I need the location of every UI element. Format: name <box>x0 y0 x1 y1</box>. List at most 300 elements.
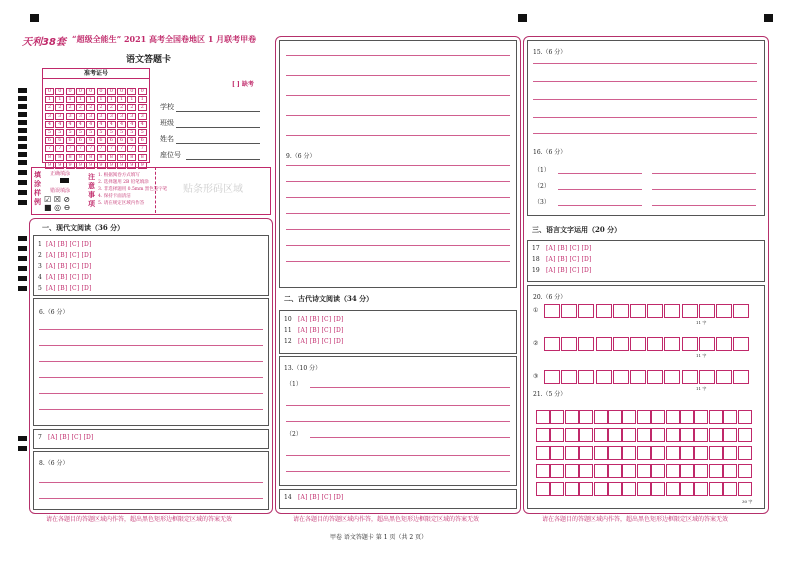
q7-options[interactable]: [A] [B] [C] [D] <box>48 434 94 441</box>
char-box[interactable] <box>666 446 680 460</box>
char-box[interactable] <box>637 446 651 460</box>
exam-digit-bubble[interactable]: 3 <box>117 113 126 120</box>
char-box[interactable] <box>637 464 651 478</box>
exam-digit-bubble[interactable]: 0 <box>86 88 95 95</box>
exam-digit-bubble[interactable]: 6 <box>138 137 147 144</box>
char-box[interactable] <box>733 304 749 318</box>
mc-options[interactable]: [A] [B] [C] [D] <box>298 338 344 345</box>
char-box[interactable] <box>680 482 694 496</box>
exam-digit-bubble[interactable]: 2 <box>107 104 116 111</box>
q21-label: 21.（5 分） <box>533 391 567 398</box>
exam-digit-bubble[interactable]: 6 <box>45 137 54 144</box>
char-box[interactable] <box>596 304 612 318</box>
exam-digit-bubble[interactable]: 7 <box>45 145 54 152</box>
char-box[interactable] <box>622 464 636 478</box>
exam-digit-bubble[interactable]: 7 <box>127 145 136 152</box>
name-field[interactable] <box>176 143 260 144</box>
exam-digit-bubble[interactable]: 9 <box>97 162 106 169</box>
exam-digit-bubble[interactable]: 5 <box>86 129 95 136</box>
char-box[interactable] <box>622 446 636 460</box>
timing-mark <box>18 104 27 109</box>
char-box[interactable] <box>579 446 593 460</box>
exam-digit-bubble[interactable]: 1 <box>138 96 147 103</box>
exam-digit-bubble[interactable]: 7 <box>76 145 85 152</box>
exam-digit-bubble[interactable]: 3 <box>127 113 136 120</box>
timing-mark <box>18 266 27 271</box>
exam-digit-bubble[interactable]: 8 <box>97 154 106 161</box>
note-item: 4. 保持卡面清洁 <box>98 194 131 199</box>
char-box[interactable] <box>699 337 715 351</box>
char-box[interactable] <box>723 410 737 424</box>
char-box[interactable] <box>699 304 715 318</box>
char-box[interactable] <box>682 304 698 318</box>
char-box[interactable] <box>550 446 564 460</box>
char-box[interactable] <box>680 446 694 460</box>
char-box[interactable] <box>709 410 723 424</box>
answer-line <box>286 421 510 422</box>
char-box[interactable] <box>622 428 636 442</box>
name-label: 姓名 <box>160 135 174 143</box>
mc-block-17-19 <box>527 240 765 282</box>
timing-mark <box>18 128 27 133</box>
q20-label: 20.（6 分） <box>533 294 567 301</box>
exam-digit-bubble[interactable]: 1 <box>66 96 75 103</box>
char-box[interactable] <box>594 482 608 496</box>
seat-field[interactable] <box>186 159 260 160</box>
char-box[interactable] <box>544 304 560 318</box>
exam-digit-bubble[interactable]: 0 <box>107 88 116 95</box>
class-field[interactable] <box>176 127 260 128</box>
char-box[interactable] <box>608 428 622 442</box>
note-item: 3. 非选择题用 0.5mm 黑色签字笔 <box>98 187 168 192</box>
exam-digit-bubble[interactable]: 4 <box>138 121 147 128</box>
exam-digit-bubble[interactable]: 7 <box>66 145 75 152</box>
exam-digit-bubble[interactable]: 0 <box>66 88 75 95</box>
mc-options[interactable]: [A] [B] [C] [D] <box>46 274 92 281</box>
q14-block <box>279 489 517 509</box>
exam-digit-bubble[interactable]: 6 <box>117 137 126 144</box>
exam-digit-bubble[interactable]: 9 <box>138 162 147 169</box>
exam-digit-bubble[interactable]: 1 <box>97 96 106 103</box>
char-box[interactable] <box>579 464 593 478</box>
char-box[interactable] <box>565 464 579 478</box>
char-box[interactable] <box>565 428 579 442</box>
exam-digit-bubble[interactable]: 1 <box>76 96 85 103</box>
char-box[interactable] <box>723 428 737 442</box>
char-count: 11 字 <box>696 353 707 358</box>
exam-digit-bubble[interactable]: 8 <box>127 154 136 161</box>
char-box[interactable] <box>594 464 608 478</box>
char-box[interactable] <box>536 428 550 442</box>
char-box[interactable] <box>579 428 593 442</box>
exam-digit-bubble[interactable]: 7 <box>55 145 64 152</box>
q6-label: 6.（6 分） <box>39 309 69 316</box>
exam-digit-bubble[interactable]: 0 <box>127 88 136 95</box>
q14-options[interactable]: [A] [B] [C] [D] <box>298 494 344 501</box>
exam-digit-bubble[interactable]: 0 <box>76 88 85 95</box>
char-box[interactable] <box>738 464 752 478</box>
char-box[interactable] <box>723 446 737 460</box>
exam-digit-bubble[interactable]: 6 <box>97 137 106 144</box>
char-box[interactable] <box>608 446 622 460</box>
char-box[interactable] <box>694 464 708 478</box>
char-box[interactable] <box>565 482 579 496</box>
answer-line <box>286 75 510 76</box>
answer-line <box>286 115 510 116</box>
exam-digit-bubble[interactable]: 4 <box>76 121 85 128</box>
char-box[interactable] <box>694 446 708 460</box>
exam-digit-bubble[interactable]: 6 <box>127 137 136 144</box>
exam-digit-bubble[interactable]: 3 <box>86 113 95 120</box>
char-box[interactable] <box>709 428 723 442</box>
char-box[interactable] <box>578 337 594 351</box>
school-field[interactable] <box>176 111 260 112</box>
char-box[interactable] <box>723 482 737 496</box>
answer-line <box>286 181 510 182</box>
exam-digit-bubble[interactable]: 8 <box>76 154 85 161</box>
answer-line <box>286 455 510 456</box>
timing-mark <box>18 144 27 149</box>
char-box[interactable] <box>594 446 608 460</box>
q20-21-answer-box[interactable] <box>527 285 765 509</box>
q20-row-marker: ② <box>533 340 539 347</box>
timing-mark <box>18 120 27 125</box>
exam-digit-bubble[interactable]: 6 <box>66 137 75 144</box>
exam-digit-bubble[interactable]: 3 <box>55 113 64 120</box>
note-item: 2. 选择题用 2B 铅笔填涂 <box>98 180 149 185</box>
q16-part3: （3） <box>534 199 550 206</box>
exam-digit-bubble[interactable]: 3 <box>66 113 75 120</box>
answer-line <box>286 55 510 56</box>
char-box[interactable] <box>664 304 680 318</box>
timing-mark <box>18 160 27 165</box>
char-box[interactable] <box>613 304 629 318</box>
char-box[interactable] <box>651 482 665 496</box>
char-box[interactable] <box>536 482 550 496</box>
mc-options[interactable]: [A] [B] [C] [D] <box>546 267 592 274</box>
char-box[interactable] <box>680 410 694 424</box>
exam-digit-bubble[interactable]: 1 <box>107 96 116 103</box>
char-box[interactable] <box>637 410 651 424</box>
q15-label: 15.（6 分） <box>533 49 567 56</box>
exam-digit-bubble[interactable]: 4 <box>107 121 116 128</box>
char-box[interactable] <box>723 464 737 478</box>
exam-digit-bubble[interactable]: 6 <box>76 137 85 144</box>
answer-line <box>286 135 510 136</box>
exam-digit-bubble[interactable]: 9 <box>66 162 75 169</box>
char-box[interactable] <box>561 337 577 351</box>
exam-digit-bubble[interactable]: 8 <box>66 154 75 161</box>
exam-digit-bubble[interactable]: 3 <box>107 113 116 120</box>
char-box[interactable] <box>550 410 564 424</box>
char-box[interactable] <box>694 482 708 496</box>
exam-digit-bubble[interactable]: 8 <box>107 154 116 161</box>
exam-digit-bubble[interactable]: 3 <box>45 113 54 120</box>
exam-digit-bubble[interactable]: 8 <box>138 154 147 161</box>
char-box[interactable] <box>716 337 732 351</box>
mc-options[interactable]: [A] [B] [C] [D] <box>46 252 92 259</box>
exam-digit-bubble[interactable]: 0 <box>55 88 64 95</box>
exam-digit-bubble[interactable]: 9 <box>55 162 64 169</box>
mc-options[interactable]: [A] [B] [C] [D] <box>546 245 592 252</box>
corner-marker-mid <box>518 14 527 22</box>
char-box[interactable] <box>578 370 594 384</box>
timing-mark <box>18 190 27 195</box>
char-box[interactable] <box>651 446 665 460</box>
exam-digit-bubble[interactable]: 0 <box>138 88 147 95</box>
char-box[interactable] <box>630 304 646 318</box>
exam-digit-bubble[interactable]: 8 <box>117 154 126 161</box>
exam-digit-bubble[interactable]: 0 <box>45 88 54 95</box>
char-box[interactable] <box>680 464 694 478</box>
char-box[interactable] <box>536 446 550 460</box>
mc-options[interactable]: [A] [B] [C] [D] <box>298 327 344 334</box>
answer-line <box>286 261 510 262</box>
q9-answer-box[interactable] <box>279 40 517 288</box>
timing-mark <box>18 170 27 175</box>
char-box[interactable] <box>647 304 663 318</box>
char-box[interactable] <box>550 482 564 496</box>
timing-mark <box>18 446 27 451</box>
timing-mark <box>18 286 27 291</box>
exam-digit-bubble[interactable]: 1 <box>55 96 64 103</box>
char-box[interactable] <box>680 428 694 442</box>
char-box[interactable] <box>608 482 622 496</box>
exam-digit-bubble[interactable]: 7 <box>97 145 106 152</box>
mc-question-number: 12 <box>284 338 292 345</box>
char-box[interactable] <box>608 464 622 478</box>
char-box[interactable] <box>733 337 749 351</box>
q16-part1: （1） <box>534 167 550 174</box>
char-box[interactable] <box>637 482 651 496</box>
answer-line <box>286 213 510 214</box>
char-box[interactable] <box>647 370 663 384</box>
exam-digit-bubble[interactable]: 9 <box>107 162 116 169</box>
char-box[interactable] <box>738 446 752 460</box>
corner-marker-left <box>30 14 39 22</box>
exam-digit-bubble[interactable]: 9 <box>127 162 136 169</box>
exam-digit-bubble[interactable]: 2 <box>45 104 54 111</box>
exam-digit-bubble[interactable]: 9 <box>76 162 85 169</box>
absent-checkbox[interactable]: [ ] 缺考 <box>232 81 254 88</box>
mc-options[interactable]: [A] [B] [C] [D] <box>46 241 92 248</box>
char-box[interactable] <box>622 410 636 424</box>
char-box[interactable] <box>651 428 665 442</box>
q16-label: 16.（6 分） <box>533 149 567 156</box>
char-box[interactable] <box>666 428 680 442</box>
q6-answer-box[interactable] <box>33 298 269 426</box>
exam-digit-bubble[interactable]: 5 <box>66 129 75 136</box>
q8-answer-box[interactable] <box>33 451 269 510</box>
exam-digit-bubble[interactable]: 1 <box>86 96 95 103</box>
char-box[interactable] <box>666 482 680 496</box>
char-box[interactable] <box>738 410 752 424</box>
char-box[interactable] <box>594 428 608 442</box>
exam-digit-bubble[interactable]: 5 <box>127 129 136 136</box>
answer-line <box>39 498 263 499</box>
answer-line <box>310 437 510 438</box>
char-box[interactable] <box>613 370 629 384</box>
exam-digit-bubble[interactable]: 8 <box>86 154 95 161</box>
exam-digit-bubble[interactable]: 8 <box>45 154 54 161</box>
char-box[interactable] <box>709 446 723 460</box>
timing-mark <box>18 200 27 205</box>
char-box[interactable] <box>651 464 665 478</box>
char-box[interactable] <box>637 428 651 442</box>
exam-digit-bubble[interactable]: 1 <box>127 96 136 103</box>
char-box[interactable] <box>682 337 698 351</box>
char-box[interactable] <box>682 370 698 384</box>
char-box[interactable] <box>536 464 550 478</box>
mc-options[interactable]: [A] [B] [C] [D] <box>298 316 344 323</box>
exam-digit-bubble[interactable]: 2 <box>97 104 106 111</box>
exam-digit-bubble[interactable]: 6 <box>107 137 116 144</box>
exam-digit-bubble[interactable]: 5 <box>76 129 85 136</box>
timing-mark <box>18 436 27 441</box>
exam-digit-bubble[interactable]: 5 <box>107 129 116 136</box>
char-box[interactable] <box>622 482 636 496</box>
exam-digit-bubble[interactable]: 2 <box>86 104 95 111</box>
char-box[interactable] <box>579 410 593 424</box>
q15-16-answer-box[interactable] <box>527 40 765 216</box>
exam-digit-bubble[interactable]: 7 <box>107 145 116 152</box>
q7-number: 7 <box>38 434 42 441</box>
q14-number: 14 <box>284 494 292 501</box>
char-box[interactable] <box>738 482 752 496</box>
char-box[interactable] <box>596 337 612 351</box>
logo-text: 天利38套 <box>22 37 66 48</box>
exam-digit-bubble[interactable]: 9 <box>45 162 54 169</box>
exam-digit-bubble[interactable]: 4 <box>55 121 64 128</box>
exam-digit-bubble[interactable]: 7 <box>138 145 147 152</box>
left-footer-warning: 请在各题目的答题区域内作答，超出黑色矩形边框限定区域的答案无效 <box>46 516 233 523</box>
exam-digit-bubble[interactable]: 6 <box>55 137 64 144</box>
char-box[interactable] <box>664 370 680 384</box>
timing-mark <box>18 152 27 157</box>
char-box[interactable] <box>666 410 680 424</box>
char-box[interactable] <box>550 428 564 442</box>
char-box[interactable] <box>565 446 579 460</box>
exam-digit-bubble[interactable]: 3 <box>76 113 85 120</box>
exam-digit-bubble[interactable]: 5 <box>97 129 106 136</box>
char-box[interactable] <box>550 464 564 478</box>
exam-digit-bubble[interactable]: 5 <box>117 129 126 136</box>
char-count: 11 字 <box>696 386 707 391</box>
mc-options[interactable]: [A] [B] [C] [D] <box>46 285 92 292</box>
char-box[interactable] <box>694 428 708 442</box>
char-box[interactable] <box>579 482 593 496</box>
answer-line <box>652 173 756 174</box>
answer-line <box>286 245 510 246</box>
answer-line <box>286 165 510 166</box>
mc-options[interactable]: [A] [B] [C] [D] <box>546 256 592 263</box>
char-box[interactable] <box>694 410 708 424</box>
char-box[interactable] <box>666 464 680 478</box>
char-box[interactable] <box>561 304 577 318</box>
exam-digit-bubble[interactable]: 4 <box>117 121 126 128</box>
char-box[interactable] <box>699 370 715 384</box>
char-box[interactable] <box>716 304 732 318</box>
char-box[interactable] <box>561 370 577 384</box>
exam-digit-bubble[interactable]: 2 <box>55 104 64 111</box>
exam-digit-bubble[interactable]: 5 <box>55 129 64 136</box>
char-box[interactable] <box>716 370 732 384</box>
exam-digit-bubble[interactable]: 7 <box>117 145 126 152</box>
exam-title: “超级全能生” 2021 高考全国卷地区 1 月联考甲卷 <box>72 34 257 44</box>
exam-digit-bubble[interactable]: 5 <box>138 129 147 136</box>
answer-line <box>39 409 263 410</box>
fill-example-title: 填涂样例 <box>34 170 41 206</box>
exam-digit-bubble[interactable]: 2 <box>138 104 147 111</box>
q13-answer-box[interactable] <box>279 356 517 486</box>
exam-digit-bubble[interactable]: 8 <box>55 154 64 161</box>
mc-question-number: 4 <box>38 274 42 281</box>
fill-correct-label: 正确填涂 <box>50 171 71 177</box>
answer-line <box>652 205 756 206</box>
q9-label: 9.（6 分） <box>286 153 316 160</box>
exam-digit-bubble[interactable]: 4 <box>86 121 95 128</box>
exam-digit-bubble[interactable]: 3 <box>138 113 147 120</box>
char-box[interactable] <box>733 370 749 384</box>
exam-digit-bubble[interactable]: 0 <box>97 88 106 95</box>
exam-digit-bubble[interactable]: 4 <box>127 121 136 128</box>
exam-digit-bubble[interactable]: 2 <box>117 104 126 111</box>
char-box[interactable] <box>651 410 665 424</box>
char-box[interactable] <box>565 410 579 424</box>
exam-digit-bubble[interactable]: 2 <box>127 104 136 111</box>
exam-digit-bubble[interactable]: 1 <box>117 96 126 103</box>
char-box[interactable] <box>544 370 560 384</box>
char-box[interactable] <box>647 337 663 351</box>
answer-line <box>39 329 263 330</box>
exam-digit-bubble[interactable]: 3 <box>97 113 106 120</box>
exam-digit-bubble[interactable]: 1 <box>45 96 54 103</box>
char-box[interactable] <box>613 337 629 351</box>
exam-digit-bubble[interactable]: 5 <box>45 129 54 136</box>
char-box[interactable] <box>709 482 723 496</box>
char-box[interactable] <box>536 410 550 424</box>
exam-digit-bubble[interactable]: 2 <box>76 104 85 111</box>
mc-options[interactable]: [A] [B] [C] [D] <box>46 263 92 270</box>
char-box[interactable] <box>578 304 594 318</box>
char-box[interactable] <box>738 428 752 442</box>
answer-line <box>533 63 757 64</box>
exam-digit-bubble[interactable]: 9 <box>86 162 95 169</box>
exam-digit-bubble[interactable]: 7 <box>86 145 95 152</box>
answer-line <box>310 387 510 388</box>
exam-digit-bubble[interactable]: 4 <box>66 121 75 128</box>
exam-digit-bubble[interactable]: 0 <box>117 88 126 95</box>
barcode-area-label: 贴条形码区域 <box>183 184 243 195</box>
exam-digit-bubble[interactable]: 9 <box>117 162 126 169</box>
answer-line <box>39 377 263 378</box>
char-box[interactable] <box>608 410 622 424</box>
char-box[interactable] <box>544 337 560 351</box>
char-box[interactable] <box>630 337 646 351</box>
exam-digit-bubble[interactable]: 4 <box>45 121 54 128</box>
char-box[interactable] <box>709 464 723 478</box>
timing-mark <box>18 246 27 251</box>
answer-line <box>39 393 263 394</box>
exam-digit-bubble[interactable]: 2 <box>66 104 75 111</box>
mc-question-number: 5 <box>38 285 42 292</box>
char-box[interactable] <box>664 337 680 351</box>
exam-digit-bubble[interactable]: 6 <box>86 137 95 144</box>
exam-digit-bubble[interactable]: 4 <box>97 121 106 128</box>
char-box[interactable] <box>596 370 612 384</box>
char-box[interactable] <box>594 410 608 424</box>
char-box[interactable] <box>630 370 646 384</box>
